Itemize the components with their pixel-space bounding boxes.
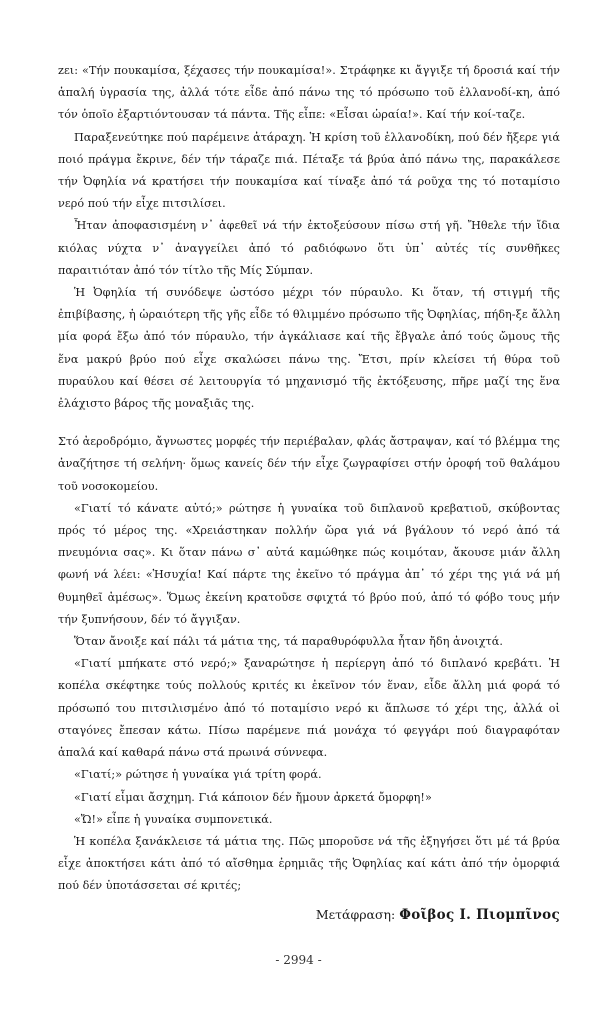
- page-number: - 2994 -: [275, 953, 322, 967]
- paragraph: Ἡ κοπέλα ξανάκλεισε τά μάτια της. Πῶς μποροῦσε νά τῆς ἐξηγήσει ὅτι μέ τά βρύα εἶχε ἀποκτήσει κάτι ἀπό τό αἴσθημα ἐρημιᾶς τῆς Ὀφηλίας καί κάτι ἀπό τήν ὀμορφιά πού δέν ὑποτάσσεται σέ κριτές;: [58, 834, 560, 893]
- paragraph: «Γιατί τό κάνατε αὐτό;» ρώτησε ἡ γυναίκα τοῦ διπλανοῦ κρεβατιοῦ, σκύβοντας πρός τό μέρος της. «Χρειάστηκαν πολλήν ὥρα γιά νά βγάλουν τό νερό ἀπό τά πνευμόνια σας». Κι ὅταν πάνω σ᾽ αὐτά καμώθηκε πώς κοιμόταν, ἄκουσε μιάν ἄλλη φωνή νά λέει: «Ἡσυχία! Καί πάρτε της ἐκεῖνο τό πράγμα ἀπ᾽ τό χέρι της γιά νά μή θυμηθεῖ ἀμέσως». Ὅμως ἐκείνη κρατοῦσε σφιχτά τό βρύο πού, ἀπό τό φόβο τους μήν τήν ξυπνήσουν, δέν τό ἄγγιξαν.: [58, 501, 560, 626]
- paragraph: Ὅταν ἄνοιξε καί πάλι τά μάτια της, τά παραθυρόφυλλα ἦταν ἤδη ἀνοιχτά.: [74, 635, 504, 649]
- paragraph: Στό ἀεροδρόμιο, ἄγνωστες μορφές τήν περιέβαλαν, φλάς ἄστραψαν, καί τό βλέμμα της ἀναζήτησε τή σελήνη· ὅμως κανείς δέν τήν εἶχε ζωγραφίσει στήν ὀροφή τοῦ θαλάμου τοῦ νοσοκομείου.: [58, 435, 560, 493]
- translator-name: Φοῖβος Ι. Πιομπῖνος: [399, 906, 560, 923]
- translation-label: Μετάφραση:: [315, 906, 396, 922]
- section-break: [58, 415, 560, 431]
- paragraph: Ἦταν ἀποφασισμένη ν᾽ ἀφεθεῖ νά τήν ἐκτοξεύσουν πίσω στή γῆ. Ἤθελε τήν ἴδια κιόλας νύχτα ν᾽ ἀναγγείλει ἀπό τό ραδιόφωνο ὅτι ὑπ᾽ αὐτές τίς συνθῆκες παραιτιόταν ἀπό τόν τίτλο τῆς Μίς Σύμπαν.: [58, 219, 560, 277]
- paragraph: Ἡ Ὀφηλία τή συνόδεψε ὡστόσο μέχρι τόν πύραυλο. Κι ὅταν, τή στιγμή τῆς ἐπιβίβασης, ἡ ὡραιότερη τῆς γῆς εἶδε τό θλιμμένο πρόσωπο τῆς Ὀφηλίας, πήδη-ξε ἄλλη μία φορά ἔξω ἀπό τόν πύραυλο, τήν ἀγκάλιασε καί τῆς ἔβγαλε ἀπό τούς ὤμους τῆς ἕνα μακρύ βρύο πού εἶχε σκαλώσει πάνω της. Ἔτσι, πρίν κλείσει τή θύρα τοῦ πυραύλου καί θέσει σέ λειτουργία τό μηχανισμό τῆς ἐκτόξευσης, πῆρε μαζί της ἕνα ἐλάχιστο βάρος τῆς μοναξιᾶς της.: [58, 286, 560, 411]
- paragraph: «Ὤ!» εἶπε ἡ γυναίκα συμπονετικά.: [74, 812, 273, 826]
- paragraph: zει: «Τήν πουκαμίσα, ξέχασες τήν πουκαμίσα!». Στράφηκε κι ἄγγιξε τή δροσιά καί τήν ἁπαλή ὑγρασία της, ἀλλά τότε εἶδε ἀπό πάνω της τό πρόσωπο τοῦ ἑλλανοδί-κη, ἀπό τόν ὁποῖο ἐξαρτιόντουσαν τά πάντα. Τῆς εἶπε: «Εἶσαι ὡραία!». Καί τήν κοί-ταζε.: [58, 64, 560, 122]
- text-section-bottom: [58, 431, 560, 897]
- paragraph: «Γιατί;» ρώτησε ἡ γυναίκα γιά τρίτη φορά.: [74, 768, 322, 782]
- translation-credit: [58, 904, 560, 926]
- text-section-top: [58, 60, 560, 415]
- paragraph: «Γιατί εἶμαι ἄσχημη. Γιά κάποιον δέν ἤμουν ἀρκετά ὄμορφη!»: [74, 790, 432, 804]
- paragraph: «Γιατί μπήκατε στό νερό;» ξαναρώτησε ἡ περίεργη ἀπό τό διπλανό κρεβάτι. Ἡ κοπέλα σκέφτηκε τούς πολλούς κριτές κι ἐκεῖνον τόν ἕναν, εἶδε ἄλλη μιά φορά τό πρόσωπό του πιτσιλισμένο ἀπό τό ποταμίσιο νερό κι ἅπλωσε τό χέρι της, ἀλλά οἱ σταγόνες ἔπεσαν κάτω. Πίσω παρέμενε πιά μονάχα τό φεγγάρι πού διαγραφόταν ἁπαλά καί καθαρά πάνω στά πρωινά σύννεφα.: [58, 657, 560, 760]
- page-body: [58, 60, 560, 926]
- paragraph: Παραξενεύτηκε πού παρέμεινε ἀτάραχη. Ἡ κρίση τοῦ ἑλλανοδίκη, πού δέν ἤξερε γιά ποιό πράγμα ἔκρινε, δέν τήν τάραζε πιά. Πέταξε τά βρύα ἀπό πάνω της, παρακάλεσε τήν Ὀφηλία νά κρατήσει τήν πουκαμίσα καί τίναξε ἀπό τά ροῦχα της τό ποταμίσιο νερό πού τήν εἶχε πιτσιλίσει.: [58, 130, 560, 211]
